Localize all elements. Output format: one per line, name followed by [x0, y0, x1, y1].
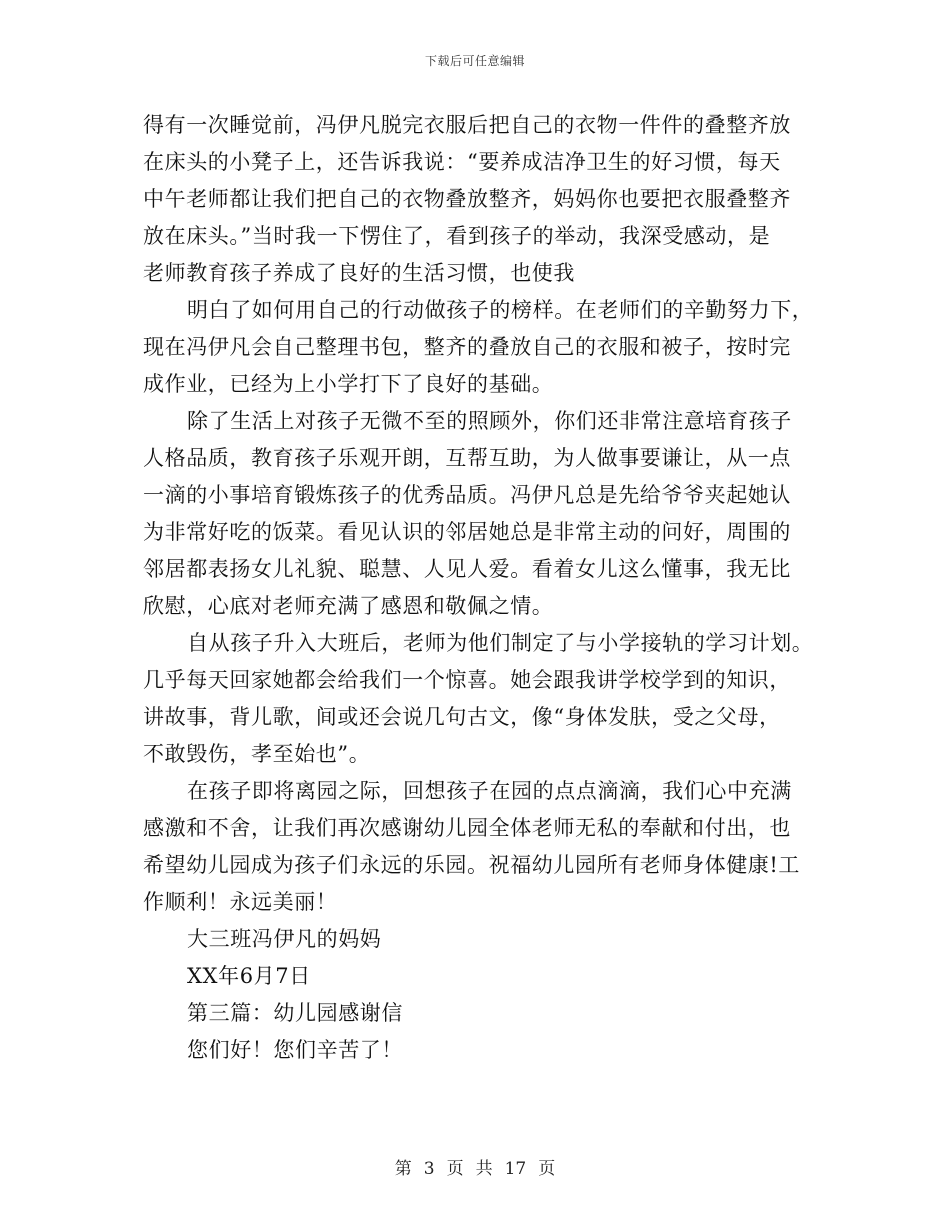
text-line: 不敢毁伤，孝至始也”。 — [143, 742, 371, 766]
text-line: 第三篇：幼儿园感谢信 — [187, 1001, 403, 1025]
text-line: 感激和不舍，让我们再次感谢幼儿园全体老师无私的奉献和付出，也 — [143, 816, 791, 840]
text-line: XX年6月7日 — [187, 964, 311, 988]
text-line: 人格品质，教育孩子乐观开朗，互帮互助，为人做事要谦让，从一点 — [143, 446, 791, 470]
text-line: 明白了如何用自己的行动做孩子的榜样。在老师们的辛勤努力下， — [187, 298, 814, 322]
text-line: 放在床头。”当时我一下愣住了，看到孩子的举动，我深受感动，是 — [143, 224, 771, 248]
footer-total-pages: 17 — [504, 1159, 527, 1179]
footer-page-number: 3 — [423, 1159, 435, 1179]
text-line: 在孩子即将离园之际，回想孩子在园的点点滴滴，我们心中充满 — [187, 779, 792, 803]
text-line: 作顺利！永远美丽！ — [143, 890, 338, 914]
text-line: 在床头的小凳子上，还告诉我说：“要养成洁净卫生的好习惯，每天 — [143, 150, 781, 174]
text-line: 邻居都表扬女儿礼貌、聪慧、人见人爱。看着女儿这么懂事，我无比 — [143, 557, 791, 581]
text-line: 几乎每天回家她都会给我们一个惊喜。她会跟我讲学校学到的知识， — [143, 668, 791, 692]
document-body — [143, 107, 833, 1069]
footer-gong: 共 — [475, 1159, 493, 1179]
footer-di: 第 — [394, 1159, 412, 1179]
text-line: 欣慰，心底对老师充满了感恩和敬佩之情。 — [143, 594, 554, 618]
footer-ye2: 页 — [538, 1159, 556, 1179]
page-header: 下载后可任意编辑 — [424, 54, 525, 68]
text-line: 老师教育孩子养成了良好的生活习惯，也使我 — [143, 261, 575, 285]
text-line: 得有一次睡觉前，冯伊凡脱完衣服后把自己的衣物一件件的叠整齐放 — [143, 113, 791, 137]
page-footer — [0, 1154, 950, 1179]
text-line: 讲故事，背儿歌，间或还会说几句古文，像“身体发肤，受之父母， — [143, 705, 781, 729]
text-line: 希望幼儿园成为孩子们永远的乐园。祝福幼儿园所有老师身体健康!工 — [143, 853, 801, 877]
text-line: 成作业，已经为上小学打下了良好的基础。 — [143, 372, 554, 396]
text-line: 大三班冯伊凡的妈妈 — [187, 927, 382, 951]
text-line: 现在冯伊凡会自己整理书包，整齐的叠放自己的衣服和被子，按时完 — [143, 335, 791, 359]
footer-ye: 页 — [446, 1159, 464, 1179]
text-line: 为非常好吃的饭菜。看见认识的邻居她总是非常主动的问好，周围的 — [143, 520, 791, 544]
text-line: 自从孩子升入大班后，老师为他们制定了与小学接轨的学习计划。 — [187, 631, 814, 655]
text-line: 中午老师都让我们把自己的衣物叠放整齐，妈妈你也要把衣服叠整齐 — [143, 187, 791, 211]
text-line: 一滴的小事培育锻炼孩子的优秀品质。冯伊凡总是先给爷爷夹起她认 — [143, 483, 791, 507]
text-line: 您们好！您们辛苦了！ — [187, 1038, 403, 1062]
text-line: 除了生活上对孩子无微不至的照顾外，你们还非常注意培育孩子 — [187, 409, 792, 433]
